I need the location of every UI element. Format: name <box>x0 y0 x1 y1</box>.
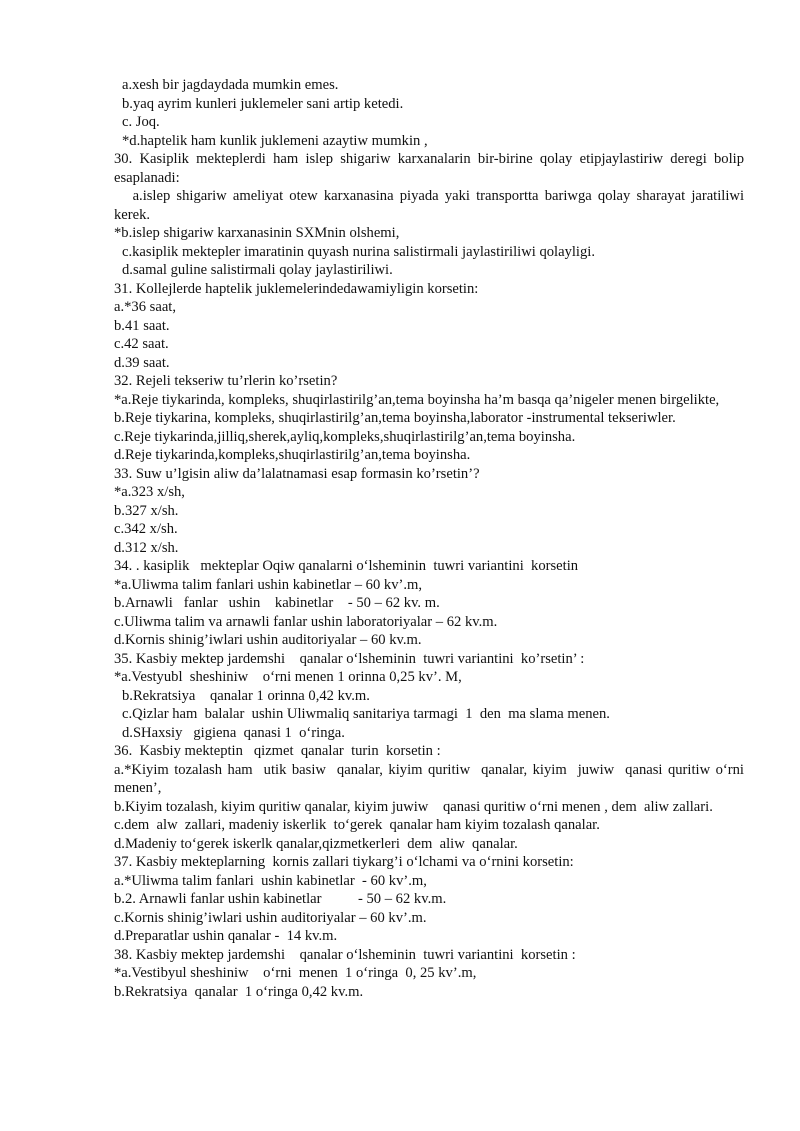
text-line: c.42 saat. <box>114 336 169 352</box>
text-line: *b.islep shigariw karxanasinin SXMnin olshemi, <box>114 225 400 241</box>
document-body <box>114 76 748 1001</box>
text-line: d.SHaxsiy gigiena qanasi 1 o‘ringa. <box>122 724 345 741</box>
text-line: 35. Kasbiy mektep jardemshi qanalar o‘lsheminin tuwri variantini ko’rsetin’ : <box>114 650 585 667</box>
text-line: *a.Vestyubl sheshiniw o‘rni menen 1 orinna 0,25 kv’. M, <box>114 669 462 685</box>
text-line: 31. Kollejlerde haptelik juklemelerindedawamiyligin korsetin: <box>114 280 479 297</box>
text-line: d.samal guline salistirmali qolay jaylastiriliwi. <box>122 262 393 278</box>
text-line: 33. Suw u’lgisin aliw da’lalatnamasi esap formasin ko’rsetin’? <box>114 465 480 482</box>
text-line: b.Rekratsiya qanalar 1 o‘ringa 0,42 kv.m. <box>114 983 364 1000</box>
text-line: c.Kornis shinig’iwlari ushin auditoriyalar – 60 kv’.m. <box>114 909 427 926</box>
text-line: c.342 x/sh. <box>114 521 178 537</box>
text-line: 32. Rejeli tekseriw tu’rlerin ko’rsetin? <box>114 373 338 389</box>
text-line: *d.haptelik ham kunlik juklemeni azaytiw mumkin , <box>122 132 428 149</box>
text-line: a.*36 saat, <box>114 299 177 315</box>
text-line: b.Arnawli fanlar ushin kabinetlar - 50 – 62 kv. m. <box>114 595 440 611</box>
text-line: a.*Uliwma talim fanlari ushin kabinetlar - 60 kv’.m, <box>114 872 427 889</box>
text-line: *a.323 x/sh, <box>114 484 185 500</box>
text-line: c.Reje tiykarinda,jilliq,sherek,ayliq,kompleks,shuqirlastirilg’an,tema boyinsha. <box>114 428 576 445</box>
text-line: b.327 x/sh. <box>114 502 179 519</box>
text-line: b.yaq ayrim kunleri juklemeler sani artip ketedi. <box>122 95 404 112</box>
text-line: 38. Kasbiy mektep jardemshi qanalar o‘lsheminin tuwri variantini korsetin : <box>114 946 576 963</box>
text-line: d.Preparatlar ushin qanalar - 14 kv.m. <box>114 928 338 944</box>
text-line: 30. Kasiplik mekteplerdi ham islep shigariw karxanalarin bir-birine qolay etipjaylastiriw deregi bolip esaplanadi: <box>114 151 748 186</box>
text-line: d.39 saat. <box>114 354 170 371</box>
text-line: d.312 x/sh. <box>114 539 179 556</box>
text-line: b.Rekratsiya qanalar 1 orinna 0,42 kv.m. <box>122 687 370 704</box>
text-line: b.Kiyim tozalash, kiyim quritiw qanalar, kiyim juwiw qanasi quritiw o‘rni menen , dem aliw zallari. <box>114 798 713 815</box>
text-line: 36. Kasbiy mekteptin qizmet qanalar turin korsetin : <box>114 743 441 759</box>
text-line: a.islep shigariw ameliyat otew karxanasina piyada yaki transportta bariwga qolay sharayat jaratiliwi kerek. <box>114 188 748 223</box>
text-line: d.Madeniy to‘gerek iskerlk qanalar,qizmetkerleri dem aliw qanalar. <box>114 835 518 852</box>
text-line: *a.Uliwma talim fanlari ushin kabinetlar – 60 kv’.m, <box>114 576 423 593</box>
text-line: c.Uliwma talim va arnawli fanlar ushin laboratoriyalar – 62 kv.m. <box>114 613 498 630</box>
text-line: d.Reje tiykarinda,kompleks,shuqirlastirilg’an,tema boyinsha. <box>114 447 471 463</box>
text-line: c. Joq. <box>122 114 160 130</box>
text-line: c.kasiplik mektepler imaratinin quyash nurina salistirmali jaylastiriliwi qolayligi. <box>122 243 595 260</box>
text-line: c.Qizlar ham balalar ushin Uliwmaliq sanitariya tarmagi 1 den ma slama menen. <box>122 706 610 722</box>
text-line: *a.Reje tiykarinda, kompleks, shuqirlastirilg’an,tema boyinsha ha’m basqa qa’nigeler menen birgelikte, <box>114 391 720 408</box>
text-line: d.Kornis shinig’iwlari ushin auditoriyalar – 60 kv.m. <box>114 632 422 648</box>
text-line: c.dem alw zallari, madeniy iskerlik to‘gerek qanalar ham kiyim tozalash qanalar. <box>114 817 600 833</box>
text-line: 37. Kasbiy mekteplarning kornis zallari tiykarg’i o‘lchami va o‘rnini korsetin: <box>114 854 574 870</box>
text-line: b.41 saat. <box>114 317 170 334</box>
text-line: b.Reje tiykarina, kompleks, shuqirlastirilg’an,tema boyinsha,laborator -instrumental tekseriwler. <box>114 410 676 426</box>
text-line: 34. . kasiplik mekteplar Oqiw qanalarni o‘lsheminin tuwri variantini korsetin <box>114 558 579 574</box>
text-line: *a.Vestibyul sheshiniw o‘rni menen 1 o‘ringa 0, 25 kv’.m, <box>114 965 477 981</box>
text-line: b.2. Arnawli fanlar ushin kabinetlar - 50 – 62 kv.m. <box>114 891 447 907</box>
text-line: a.*Kiyim tozalash ham utik basiw qanalar, kiyim quritiw qanalar, kiyim juwiw qanasi quritiw o‘rni menen’, <box>114 761 748 796</box>
text-line: a.xesh bir jagdaydada mumkin emes. <box>122 77 339 93</box>
